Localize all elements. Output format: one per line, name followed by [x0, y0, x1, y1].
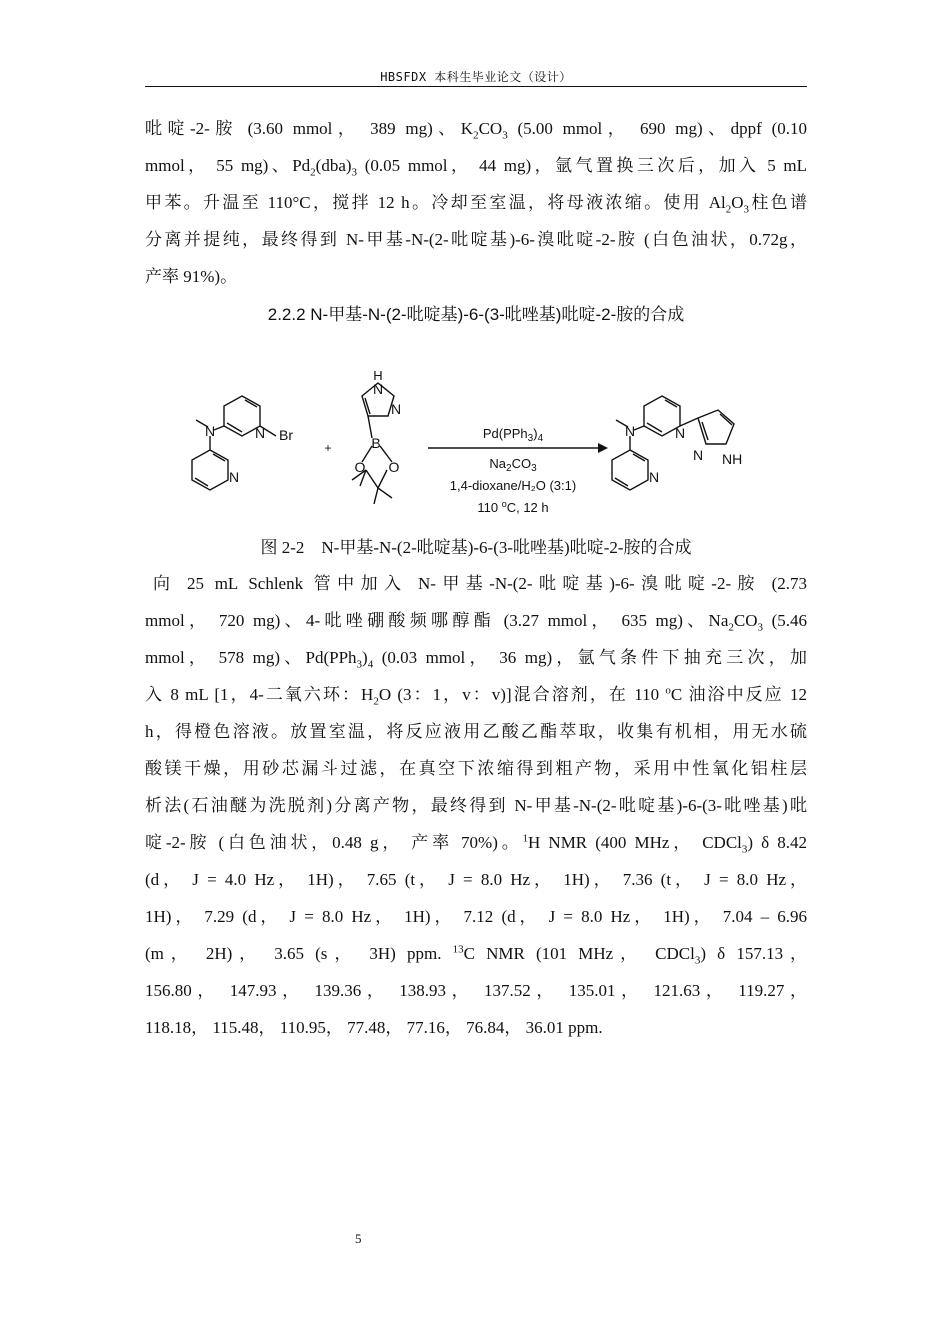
figure-caption: 图 2-2 N-甲基-N-(2-吡啶基)-6-(3-吡唑基)吡啶-2-胺的合成 [260, 538, 692, 557]
paragraph-line: 入 8 mL [1，4-二氧六环：$H_2O$ (3：1，v：v)]混合溶剂，在 110 $^o$C 油浴中反应 12 [145, 684, 807, 708]
paragraph-line: 甲苯。升温至 110°C，搅拌 12 h。冷却至室温，将母液浓缩。使用 $Al_2O_3$柱色谱 [145, 193, 807, 216]
paragraph-line: 酸镁干燥，用砂芯漏斗过滤，在真空下浓缩得到粗产物，采用中性氧化铝柱层 [145, 759, 807, 778]
paragraph-line: 156.80， 147.93， 139.36， 138.93， 137.52， 135.01， 121.63， 119.27， [145, 981, 807, 1000]
atom-label: N [228, 469, 240, 485]
paragraph-line: 向 25 mL Schlenk 管中加入 N-甲基-N-(2-吡啶基)-6-溴吡啶-2-胺 (2.73 [153, 574, 807, 593]
paragraph-line: 析法(石油醚为洗脱剂)分离产物，最终得到 N-甲基-N-(2-吡啶基)-6-(3-吡唑基)吡 [145, 796, 807, 815]
page-number: 5 [355, 1231, 362, 1246]
paragraph-line: 118.18， 115.48， 110.95， 77.48， 77.16， 76.84， 36.01 ppm. [145, 1018, 603, 1037]
paragraph-2 [145, 565, 807, 1046]
atom-label: H [373, 368, 383, 383]
reaction-condition-base: $Na_2CO_3$ [489, 456, 537, 474]
paragraph-line: h，得橙色溶液。放置室温，将反应液用乙酸乙酯萃取，收集有机相，用无水硫 [145, 722, 807, 741]
paragraph-line: (d， J = 4.0 Hz， 1H)， 7.65 (t， J = 8.0 Hz， 1H)， 7.36 (t， J = 8.0 Hz， [145, 870, 807, 889]
reaction-condition-temperature: 110 $^o$C, 12 h [477, 499, 549, 515]
paragraph-1 [145, 110, 807, 295]
paragraph-line: 啶-2-胺 (白色油状，0.48 g， 产率 70%)。$^1$H NMR (400 MHz， CDCl$_3$) δ 8.42 [145, 832, 807, 856]
atom-label: N [390, 401, 402, 417]
reaction-condition-catalyst: $Pd(PPh_3)_4$ [482, 426, 544, 444]
paragraph-line: mmol， 55 mg)、$Pd_2(dba)_3$ (0.05 mmol， 44 mg)，氩气置换三次后，加入 5 mL [145, 156, 807, 179]
atom-label: N [624, 423, 636, 439]
page-header: HBSFDX 本科生毕业论文（设计） [380, 70, 572, 84]
paragraph-line: 吡啶-2-胺 (3.60 mmol， 389 mg)、$K_2CO_3$ (5.00 mmol， 690 mg)、dppf (0.10 [145, 119, 807, 142]
paragraph-line: mmol， 720 mg)、4-吡唑硼酸频哪醇酯 (3.27 mmol， 635 mg)、$Na_2CO_3$ (5.46 [145, 611, 807, 634]
atom-label: N [254, 425, 266, 441]
atom-label: O [388, 459, 400, 475]
paragraph-line: (m， 2H)， 3.65 (s， 3H) ppm. $^{13}$C NMR (101 MHz， CDCl$_3$) δ 157.13， [145, 943, 807, 967]
reaction-scheme-drawing [180, 368, 800, 528]
reaction-scheme [180, 368, 800, 528]
paragraph-line: mmol， 578 mg)、$Pd(PPh_3)_4$ (0.03 mmol， 36 mg)，氩气条件下抽充三次，加 [145, 648, 807, 671]
atom-label: N [372, 381, 384, 397]
atom-label: Br [279, 427, 293, 443]
reaction-condition-solvent: 1,4-dioxane/H₂O (3:1) [449, 478, 577, 493]
atom-label: NH [722, 451, 743, 467]
paragraph-line: 产率 91%)。 [145, 267, 238, 286]
atom-label: N [692, 447, 704, 463]
atom-label: B [371, 435, 381, 451]
header-rule [145, 86, 807, 87]
atom-label: O [354, 459, 366, 475]
atom-label: N [648, 469, 660, 485]
paragraph-line: 分离并提纯，最终得到 N-甲基-N-(2-吡啶基)-6-溴吡啶-2-胺 (白色油状，0.72g， [145, 230, 807, 249]
section-title: 2.2.2 N-甲基-N-(2-吡啶基)-6-(3-吡唑基)吡啶-2-胺的合成 [267, 305, 685, 324]
atom-label: N [674, 425, 686, 441]
atom-label: N [204, 423, 216, 439]
arrow-head [598, 443, 608, 453]
plus-sign: + [324, 441, 332, 455]
paragraph-line: 1H)， 7.29 (d， J = 8.0 Hz， 1H)， 7.12 (d， J = 8.0 Hz， 1H)， 7.04 – 6.96 [145, 907, 807, 926]
